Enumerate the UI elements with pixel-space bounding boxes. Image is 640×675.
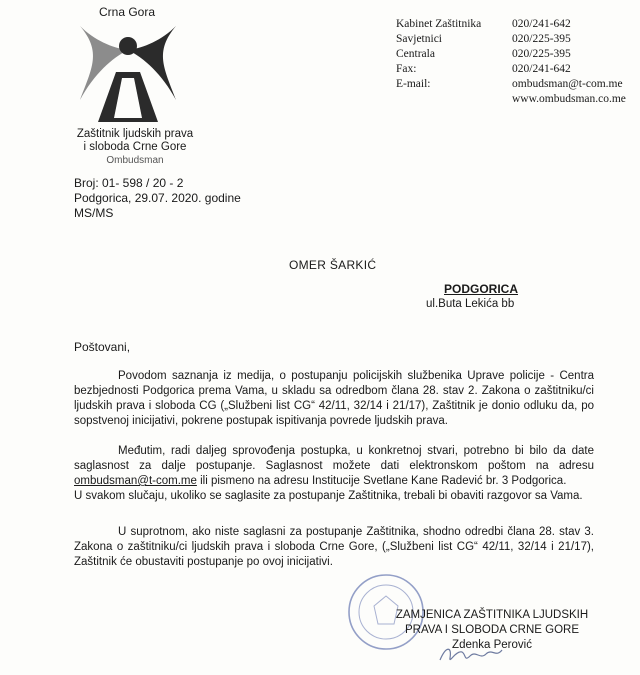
contact-value: 020/225-395 — [512, 33, 571, 45]
paragraph-2-text-a: Međutim, radi daljeg sprovođenja postupka, u konkretnoj stvari, potrebno bi bilo da date saglasnost za dalje postupanje. Saglasnost možete dati elektronskom poštom na adresu — [74, 445, 594, 472]
contact-label: Centrala — [396, 48, 435, 60]
org-name: Crna Gora — [99, 5, 156, 19]
contact-row — [396, 92, 626, 107]
signer-title-1: ZAMJENICA ZAŠTITNIKA LJUDSKIH — [395, 609, 589, 621]
contact-value: 020/225-395 — [512, 48, 571, 60]
ombudsman-logo-icon — [72, 22, 184, 126]
handwritten-signature-icon — [436, 640, 506, 668]
contact-row — [396, 32, 626, 47]
paragraph-2-text-c: U svakom slučaju, ukoliko se saglasite za postupanje Zaštitnika, trebali bi obaviti razgovor sa Vama. — [74, 490, 583, 502]
signer-title-2: PRAVA I SLOBODA CRNE GORE — [404, 624, 580, 636]
contact-row — [396, 62, 626, 77]
contact-value: 020/241-642 — [512, 63, 571, 75]
letter-meta — [74, 176, 241, 221]
paragraph-3 — [74, 525, 594, 570]
contact-block — [396, 17, 626, 107]
place-date: Podgorica, 29.07. 2020. godine — [74, 191, 241, 205]
contact-label: E-mail: — [396, 78, 431, 90]
contact-row — [396, 17, 626, 32]
salutation: Poštovani, — [74, 340, 131, 354]
signer-name: Zdenka Perović — [452, 639, 532, 651]
paragraph-1-text: Povodom saznanja iz medija, o postupanju policijskih službenika Uprave policije - Centra bezbjednosti Podgorica prema Vama, u skladu sa odredbom člana 28. stav 2. Zakona o zaštitniku/ci ljudskih prava i sloboda CG („Službeni list CG“ 42/11, 32/14 i 21/17), Zaštitnik je donio odluku da, po sopstvenoj inicijativi, pokrene postupak ispitivanja povrede ljudskih prava. — [74, 370, 594, 427]
recipient-street: ul.Buta Lekića bb — [426, 298, 515, 310]
initials: MS/MS — [74, 206, 114, 220]
paragraph-3-text: U suprotnom, ako niste saglasni za postupanje Zaštitnika, shodno odredbi člana 28. stav 3. Zakona o zaštitniku/ci ljudskih prava i sloboda Crne Gore, („Službeni list CG“ 42/11, 32/14 i 21/17), Zaštitnik će obustaviti postupanje po ovoj inicijativi. — [74, 526, 594, 568]
org-subtitle-line-1: Zaštitnik ljudskih prava — [76, 128, 194, 140]
recipient-name: OMER ŠARKIĆ — [289, 258, 377, 272]
contact-label: Fax: — [396, 63, 417, 75]
org-subtitle-ombudsman: Ombudsman — [106, 155, 164, 166]
contact-email[interactable]: ombudsman@t-com.me — [512, 78, 623, 90]
contact-label: Kabinet Zaštitnika — [396, 18, 482, 30]
contact-value: 020/241-642 — [512, 18, 571, 30]
contact-label — [396, 92, 512, 107]
contact-label: Savjetnici — [396, 33, 442, 45]
org-subtitle-line-2: i sloboda Crne Gore — [83, 141, 187, 153]
document-number: Broj: 01- 598 / 20 - 2 — [74, 176, 184, 190]
contact-website[interactable]: www.ombudsman.co.me — [512, 93, 626, 105]
email-link[interactable]: ombudsman@t-com.me — [74, 475, 197, 487]
recipient-city: PODGORICA — [444, 282, 519, 296]
contact-row — [396, 77, 626, 92]
paragraph-1 — [74, 369, 594, 429]
paragraph-2 — [74, 444, 594, 504]
contact-row — [396, 47, 626, 62]
paragraph-2-text-b: ili pismeno na adresu Institucije Svetlane Kane Radević br. 3 Podgorica. — [200, 475, 567, 487]
org-subtitle — [70, 128, 200, 167]
